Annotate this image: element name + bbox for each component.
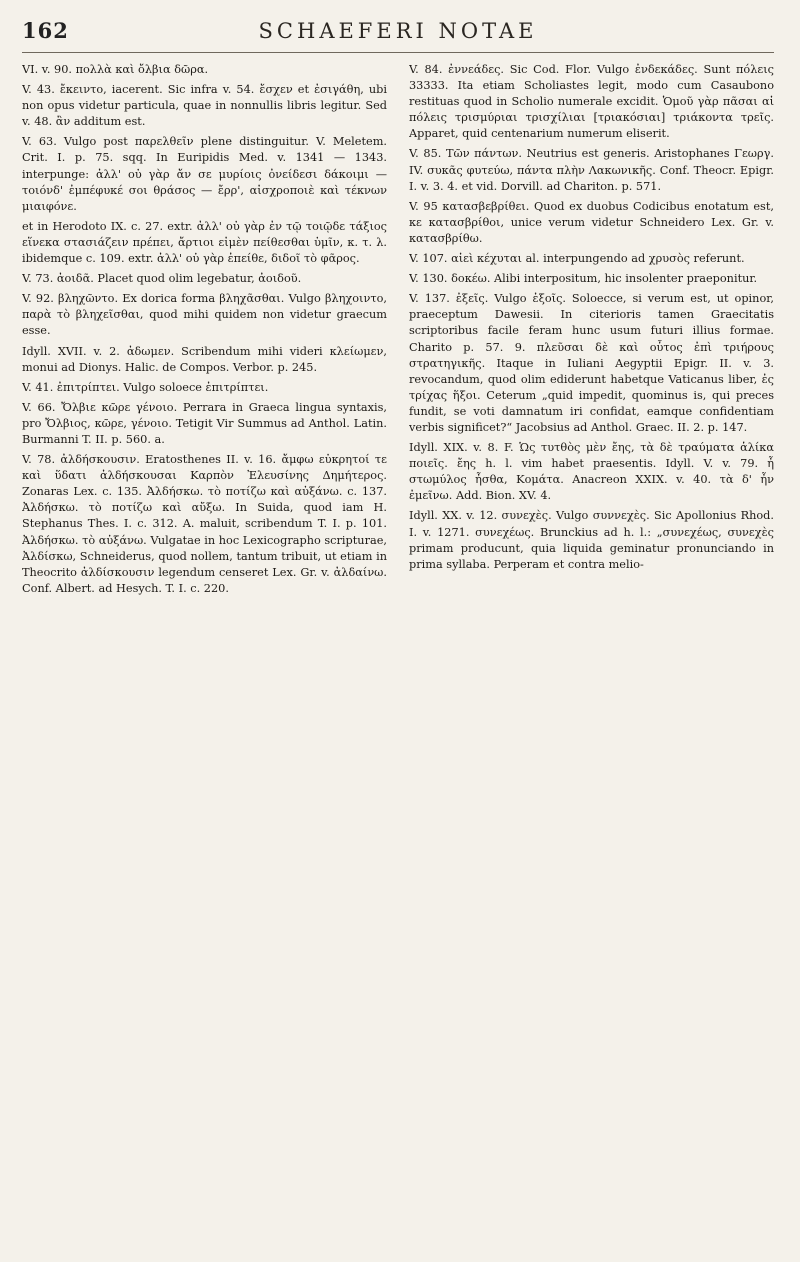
note-paragraph: Idyll. XX. v. 12. συνεχὲς. Vulgo συννεχὲς. Sic Apollonius Rhod. I. v. 1271. συνεχέως. Brunckius ad h. l.: „συνεχέως, συνεχὲς primam producunt, quia liquida geminatur pronunciando in prima syllaba. Perperam et contra melio- xyxy=(409,509,774,571)
note-paragraph: V. 95 κατασβεβρίθει. Quod ex duobus Codicibus enotatum est, κε κατασβρίθοι, unice verum videtur Schneidero Lex. Gr. v. κατασβρίθω. xyxy=(409,199,774,245)
page-number: 162 xyxy=(22,18,69,43)
note-paragraph: Idyll. XIX. v. 8. F. Ὡς τυτθὸς μὲν ἔης, τὰ δὲ τραύματα ἁλίκα ποιεῖς. ἔης h. l. vim habet praesentis. Idyll. V. v. 79. ἦ στωμύλος ἦσθα, Κομάτα. Anacreon XXIX. v. 40. τὰ δ' ἦν ἐμεῖνω. Add. Bion. XV. 4. xyxy=(409,441,774,503)
note-paragraph: V. 92. βληχῶντο. Ex dorica forma βληχᾶσθαι. Vulgo βληχοιντο, παρὰ τὸ βληχεῖσθαι, quod mihi quidem non videtur graecum esse. xyxy=(22,292,387,338)
note-paragraph: Idyll. XVII. v. 2. ἀδωμεν. Scribendum mihi videri κλείωμεν, monui ad Dionys. Halic. de Compos. Verbor. p. 245. xyxy=(22,344,387,374)
note-paragraph: V. 43. ἔκειντο, iacerent. Sic infra v. 54. ἔσχεν et ἐσιγάθη, ubi non opus videtur particula, quae in nonnullis libris legitur. Sed v. 48. ἂν additum est. xyxy=(22,83,387,129)
note-paragraph: V. 85. Τῶν πάντων. Neutrius est generis. Aristophanes Γεωργ. IV. συκᾶς φυτεύω, πάντα πλὴν Λακωνικῆς. Conf. Theocr. Epigr. I. v. 3. 4. et vid. Dorvill. ad Chariton. p. 571. xyxy=(409,147,774,193)
note-paragraph: V. 41. ἐπιτρίπτει. Vulgo soloece ἐπιτρίπτει. xyxy=(22,380,269,394)
note-paragraph: V. 130. δοκέω. Alibi interpositum, hic insolenter praeponitur. xyxy=(409,272,758,286)
note-paragraph: V. 66. Ὄλβιε κῶρε γένοιο. Perrara in Graeca lingua syntaxis, pro Ὄλβιος, κῶρε, γένοιο. Tetigit Vir Summus ad Anthol. Latin. Burmanni T. II. p. 560. a. xyxy=(22,400,387,446)
text-columns xyxy=(22,62,774,1250)
running-head xyxy=(22,18,774,53)
note-paragraph: V. 137. ἐξεῖς. Vulgo ἐξοῖς. Soloecce, si verum est, ut opinor, praeceptum Dawesii. In citerioris tamen Graecitatis scriptoribus facile feram hunc usum futuri illius formae. Charito p. 57. 9. πλεῦσαι δὲ καὶ οὗτος ἐπὶ τριήρους στρατηγικῆς. Itaque in Iuliani Aegyptii Epigr. II. v. 3. revocandum, quod olim ediderunt habetque Vaticanus liber, ἐς τρίχας ἥξοι. Ceterum „quid impedit, quominus is, qui preces fundit, se voti damnatum iri confidat, eamque confidentiam verbis significet?“ Jacobsius ad Anthol. Graec. II. 2. p. 147. xyxy=(409,292,774,434)
note-paragraph: V. 107. αἰεὶ κέχυται al. interpungendo ad χρυσὸς referunt. xyxy=(409,252,745,266)
note-paragraph: V. 63. Vulgo post παρελθεῖν plene distinguitur. V. Meletem. Crit. I. p. 75. sqq. In Euripidis Med. v. 1341 — 1343. interpunge: ἀλλ' οὐ γὰρ ἄν σε μυρίοις ὀνείδεσι δάκοιμι — τοιόνδ' ἐμπέφυκέ σοι θράσος — ἔρρ', αἰσχροποιὲ καὶ τέκνων μιαιφόνε. xyxy=(22,135,387,213)
left-column xyxy=(22,62,387,1250)
note-paragraph: VI. v. 90. πολλὰ καὶ ὄλβια δῶρα. xyxy=(22,63,209,76)
running-title: SCHAEFERI NOTAE xyxy=(258,19,538,43)
note-paragraph: V. 84. ἐννεάδες. Sic Cod. Flor. Vulgo ἐνδεκάδες. Sunt πόλεις 33333. Ita etiam Scholiastes legit, modo cum Casaubono restituas quod in Scholio numerale excidit. Ὁμοῦ γὰρ πᾶσαι αἱ πόλεις τρισμύριαι τρισχίλιαι [τριακόσιαι] τριάκοντα τρεῖς. Apparet, quid centenarium numerum eliserit. xyxy=(409,63,774,141)
note-paragraph: et in Herodoto IX. c. 27. extr. ἀλλ' οὐ γὰρ ἐν τῷ τοιῷδε τάξιος εἵνεκα στασιάζειν πρέπει, ἄρτιοι εἰμὲν πείθεσθαι ὑμῖν, κ. τ. λ. ibidemque c. 109. extr. ἀλλ' οὐ γὰρ ἐπείθε, διδοῖ τὸ φᾶρος. xyxy=(22,219,387,266)
note-paragraph: V. 78. ἀλδήσκουσιν. Eratosthenes II. v. 16. ἄμφω εὐκρητοί τε καὶ ὕδατι ἀλδήσκουσαι Καρπὸν Ἐλευσίνης Δημήτερος. Zonaras Lex. c. 135. Ἀλδήσκω. τὸ ποτίζω καὶ αὐξάνω. c. 137. Ἀλδήσκω. τὸ ποτίζω καὶ αὔξω. In Suida, quod iam H. Stephanus Thes. I. c. 312. A. maluit, scribendum T. I. p. 101. Ἀλδήσκω. τὸ αὐξάνω. Vulgatae in hoc Lexicographo scripturae, Ἀλδίσκω, Schneiderus, quod nollem, tantum tribuit, ut etiam in Theocrito ἀλδίσκουσιν legendum censeret Lex. Gr. v. ἀλδαίνω. Conf. Albert. ad Hesych. T. I. c. 220. xyxy=(22,453,387,595)
right-column xyxy=(409,62,774,1250)
note-paragraph: V. 73. ἀοιδᾶ. Placet quod olim legebatur, ἀοιδοῦ. xyxy=(22,272,302,286)
